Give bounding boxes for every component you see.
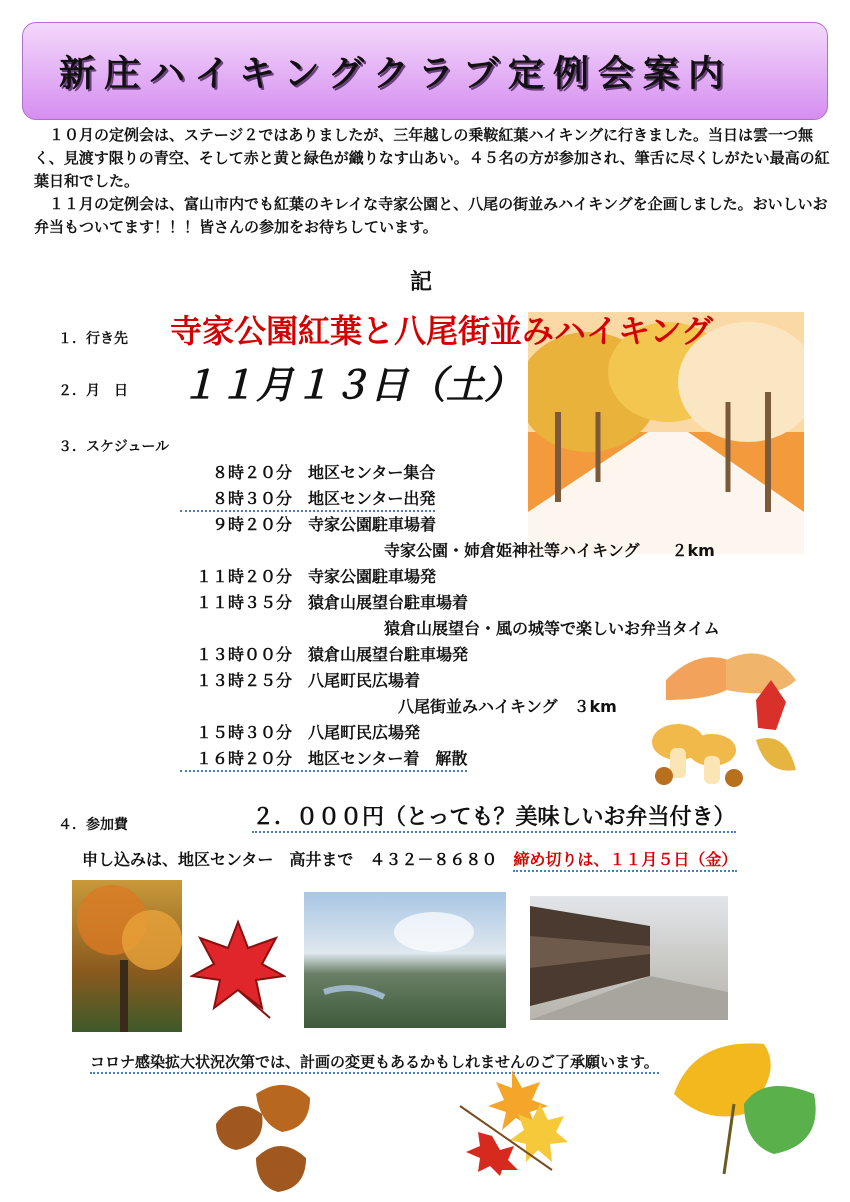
landscape-photo (304, 892, 506, 1028)
schedule-time: １１時３５分 (195, 593, 292, 612)
schedule-time: １６時２０分 (195, 749, 292, 768)
intro-text (34, 124, 834, 239)
autumn-tree-photo (72, 880, 182, 1032)
item1-label: １．行き先 (58, 331, 128, 347)
activity-1: 寺家公園・姉倉姫神社等ハイキング ２km (384, 541, 715, 560)
schedule-text: 八尾町民広場着 (308, 671, 421, 690)
schedule-row (180, 460, 435, 483)
title-banner (22, 22, 828, 120)
red-maple-leaf-icon (190, 918, 286, 1022)
schedule-text: 地区センター集合 (308, 463, 436, 482)
schedule-time: ９時２０分 (211, 515, 292, 534)
schedule-time: １３時００分 (195, 645, 292, 664)
schedule-row (180, 746, 467, 772)
intro-paragraph-1: １０月の定例会は、ステージ２ではありましたが、三年越しの乗鞍紅葉ハイキングに行きました。当日は雲一つ無く、見渡す限りの青空、そして赤と黄と緑色が織りなす山あい。４５名の方が参加され、筆舌に尽くしがたい最高の紅葉日和でした。 (34, 126, 830, 190)
schedule-text: 地区センター出発 (308, 489, 436, 508)
schedule-time: ８時３０分 (211, 489, 292, 508)
schedule-row (180, 564, 436, 587)
schedule-row (180, 512, 436, 535)
intro-paragraph-2: １１月の定例会は、富山市内でも紅葉のキレイな寺家公園と、八尾の街並みハイキングを企画しました。おいしいお弁当もついてます！！！皆さんの参加をお待ちしています。 (34, 195, 828, 236)
schedule-time: ８時２０分 (211, 463, 292, 482)
fee: ２．０００円（とっても？美味しいお弁当付き） (252, 800, 736, 833)
mushroom-illustration (646, 640, 804, 790)
activity-3: 八尾街並みハイキング ３km (398, 697, 617, 716)
covid-notice: コロナ感染拡大状況次第では、計画の変更もあるかもしれませんのご了承願います。 (90, 1051, 659, 1074)
ki-heading: 記 (410, 270, 433, 295)
schedule-text: 猿倉山展望台駐車場発 (308, 645, 469, 664)
chestnut-icon (206, 1074, 324, 1196)
schedule-row (180, 668, 420, 691)
schedule-time: １３時２５分 (195, 671, 292, 690)
schedule-text: 猿倉山展望台駐車場着 (308, 593, 469, 612)
schedule-row (180, 642, 468, 665)
item2-label: ２．月 日 (58, 383, 128, 399)
deadline-text: 締め切りは、１１月５日（金） (513, 850, 737, 872)
activity-2: 猿倉山展望台・風の城等で楽しいお弁当タイム (384, 619, 720, 638)
street-photo (530, 896, 728, 1020)
destination: 寺家公園紅葉と八尾街並みハイキング (170, 312, 714, 350)
schedule-row (180, 720, 420, 743)
schedule-text: 寺家公園駐車場着 (308, 515, 437, 534)
schedule-text: 地区センター着 解散 (308, 749, 468, 768)
apply-info (82, 847, 737, 870)
item4-label: ４．参加費 (58, 817, 128, 833)
schedule-row (180, 590, 468, 613)
event-date: １１月１３日（土） (180, 363, 523, 407)
schedule-text: 寺家公園駐車場発 (308, 567, 437, 586)
page-title: 新庄ハイキングクラブ定例会案内 (59, 53, 733, 95)
schedule-time: １１時２０分 (195, 567, 292, 586)
apply-text: 申し込みは、地区センター 高井まで ４３２－８６８０ (82, 850, 514, 869)
item3-label: ３．スケジュール (58, 439, 170, 455)
schedule-text: 八尾町民広場発 (308, 723, 421, 742)
autumn-leaves-icon (452, 1066, 570, 1176)
schedule-row (180, 486, 435, 512)
schedule-time: １５時３０分 (195, 723, 292, 742)
ginkgo-leaf-icon (664, 1034, 826, 1182)
